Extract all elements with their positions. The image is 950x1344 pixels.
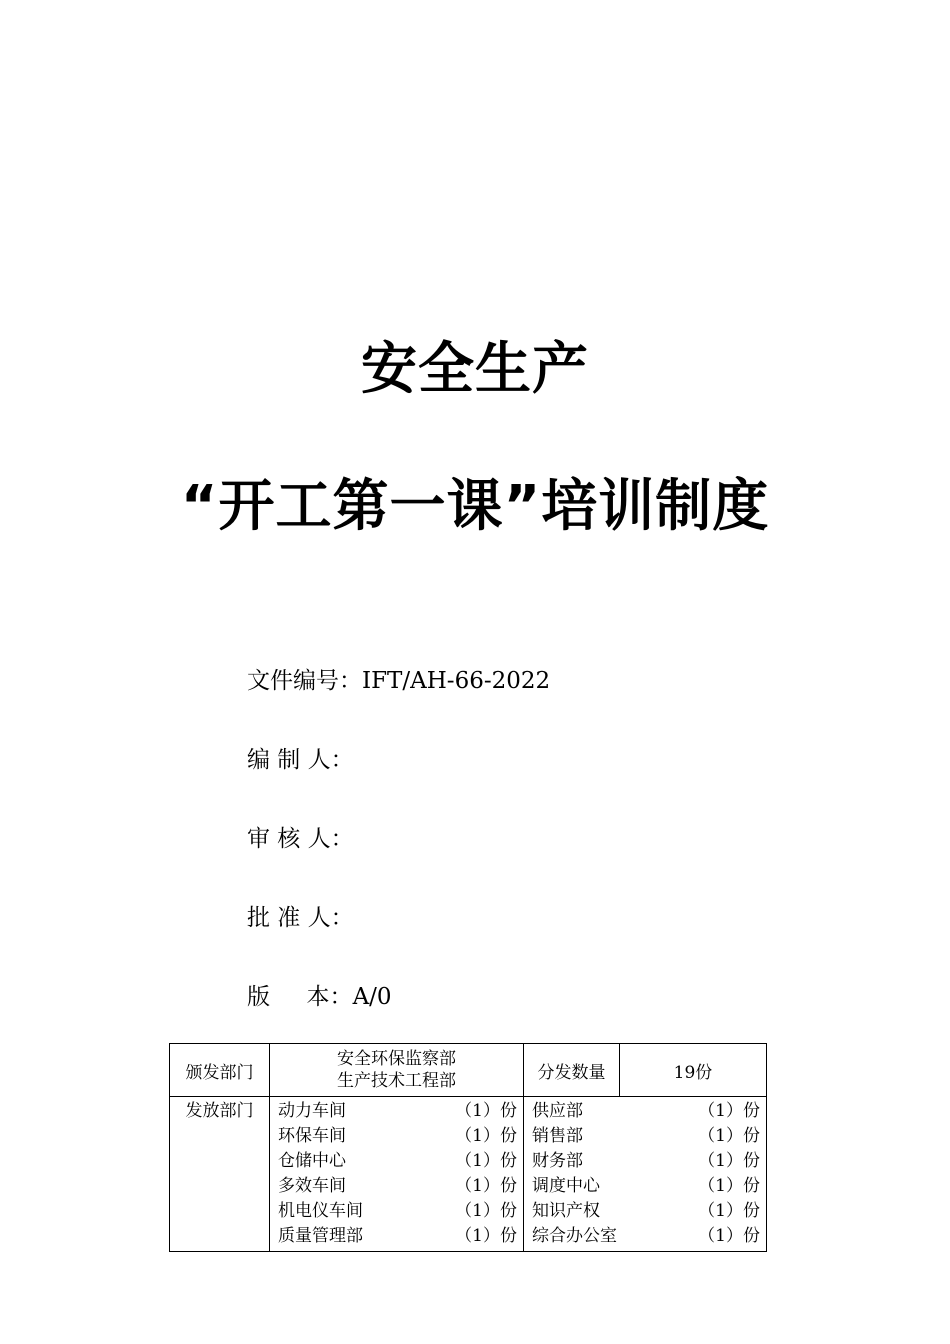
- field-compiler: [247, 741, 354, 774]
- dept-name: 知识产权: [532, 1201, 600, 1221]
- dept-count: （1）份: [698, 1101, 760, 1121]
- list-item: [278, 1099, 517, 1124]
- quantity-value: 19份: [620, 1044, 767, 1097]
- list-item: [532, 1124, 760, 1149]
- dept-name: 供应部: [532, 1101, 583, 1121]
- list-item: [532, 1199, 760, 1224]
- field-label: 批 准 人：: [247, 905, 354, 931]
- dept-name: 多效车间: [278, 1176, 346, 1196]
- list-item: [532, 1099, 760, 1124]
- dept-name: 调度中心: [532, 1176, 600, 1196]
- field-label: 审 核 人：: [247, 826, 354, 852]
- dept-count: （1）份: [698, 1126, 760, 1146]
- dept-name: 销售部: [532, 1126, 583, 1146]
- dept-name: 仓储中心: [278, 1151, 346, 1171]
- list-item: [278, 1149, 517, 1174]
- distribution-table: [169, 1043, 767, 1252]
- dept-count: （1）份: [455, 1226, 517, 1246]
- dept-list-right: [524, 1097, 767, 1252]
- dept-count: （1）份: [455, 1151, 517, 1171]
- dept-list-left: [270, 1097, 524, 1252]
- dept-count: （1）份: [698, 1176, 760, 1196]
- dept-count: （1）份: [455, 1201, 517, 1221]
- issuing-dept-label: 颁发部门: [170, 1044, 270, 1097]
- field-label: 文件编号：: [247, 668, 362, 694]
- field-file-number: [247, 662, 550, 695]
- field-reviewer: [247, 820, 354, 853]
- dept-name: 环保车间: [278, 1126, 346, 1146]
- field-version: [247, 978, 392, 1011]
- list-item: [278, 1174, 517, 1199]
- document-title-line1: 安全生产: [361, 337, 589, 402]
- issuing-depts-cell: [270, 1044, 524, 1097]
- dept-name: 财务部: [532, 1151, 583, 1171]
- list-item: [278, 1199, 517, 1224]
- table-row: [170, 1097, 767, 1252]
- field-label: 版 本：: [247, 984, 353, 1010]
- field-value: IFT/AH-66-2022: [362, 668, 551, 694]
- dept-name: 动力车间: [278, 1101, 346, 1121]
- table-row: [170, 1044, 767, 1097]
- issuing-dept: 生产技术工程部: [337, 1071, 456, 1091]
- document-title-line2: “开工第一课”培训制度: [180, 474, 770, 539]
- list-item: [278, 1224, 517, 1249]
- dept-name: 机电仪车间: [278, 1201, 363, 1221]
- dept-count: （1）份: [698, 1151, 760, 1171]
- field-label: 编 制 人：: [247, 747, 354, 773]
- list-item: [532, 1224, 760, 1249]
- list-item: [532, 1149, 760, 1174]
- dept-count: （1）份: [455, 1176, 517, 1196]
- dept-count: （1）份: [455, 1101, 517, 1121]
- dept-name: 综合办公室: [532, 1226, 617, 1246]
- dept-count: （1）份: [698, 1226, 760, 1246]
- field-value: A/0: [352, 984, 392, 1010]
- quantity-label: 分发数量: [524, 1044, 620, 1097]
- dept-name: 质量管理部: [278, 1226, 363, 1246]
- list-item: [278, 1124, 517, 1149]
- field-approver: [247, 899, 354, 932]
- list-item: [532, 1174, 760, 1199]
- dept-count: （1）份: [455, 1126, 517, 1146]
- issuing-dept: 安全环保监察部: [337, 1049, 456, 1069]
- distribution-label: 发放部门: [170, 1097, 270, 1252]
- dept-count: （1）份: [698, 1201, 760, 1221]
